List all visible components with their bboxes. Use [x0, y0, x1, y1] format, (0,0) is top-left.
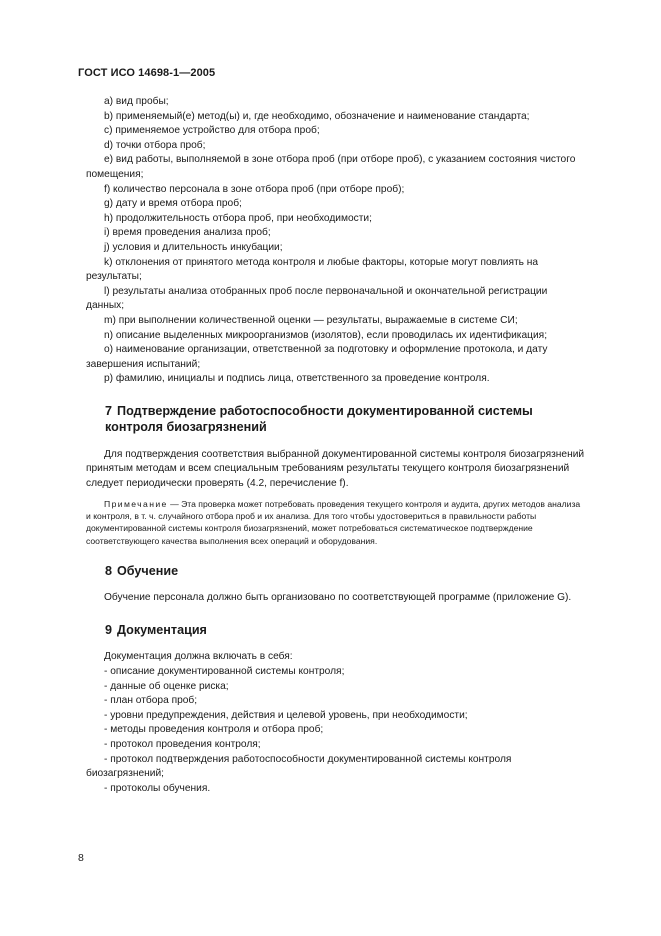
list-item: j) условия и длительность инкубации; [104, 241, 283, 253]
list-item: - протокол проведения контроля; [104, 739, 261, 750]
list-item: f) количество персонала в зоне отбора проб (при отборе проб); [104, 183, 405, 195]
section-title-continuation: контроля биозагрязнений [105, 420, 267, 435]
section-7-paragraph: Для подтверждения соответствия выбранной документированной системы контроля биозагрязнений принятым методам и всем специальным требованиям результаты текущего контроля биозагрязнений следует периодически проверять (4.2, перечисление f). [86, 448, 585, 490]
section-title: Документация [117, 622, 207, 637]
list-item: - описание документированной системы контроля; [104, 666, 345, 678]
section-7-heading [86, 403, 586, 436]
page-content [86, 95, 586, 796]
section-title: Обучение [117, 563, 179, 578]
list-item: e) вид работы, выполняемой в зоне отбора проб (при отборе проб), с указанием состояния чистого помещения; [86, 154, 576, 180]
list-item: m) при выполнении количественной оценки — результаты, выражаемые в системе СИ; [104, 314, 518, 326]
section-number: 7 [105, 403, 113, 418]
list-item: i) время проведения анализа проб; [104, 227, 271, 239]
page-number: 8 [78, 852, 84, 864]
list-item: h) продолжительность отбора проб, при необходимости; [104, 212, 372, 224]
note-text: — Эта проверка может потребовать проведения текущего контроля и аудита, других методов анализа и контроля, в т. ч. случайного отбора проб и их анализа. Для того чтобы удостовериться в правильности работы документированной системы контроля биозагрязнений, может потребоваться систематическое подтверждение соответствующего качества выполнения всех операций и оборудования. [86, 498, 581, 546]
list-item: l) результаты анализа отобранных проб после первоначальной и окончательной регистрации данных; [86, 285, 548, 312]
section-9-heading [86, 622, 586, 639]
section-number: 9 [105, 622, 113, 637]
section-7-note [86, 498, 586, 547]
list-item: c) применяемое устройство для отбора проб; [104, 125, 320, 137]
list-item: a) вид пробы; [104, 96, 169, 107]
list-item: o) наименование организации, ответственной за подготовку и оформление протокола, и дату завершения испытаний; [86, 344, 548, 370]
list-item: b) применяемый(е) метод(ы) и, где необходимо, обозначение и наименование стандарта; [104, 110, 530, 122]
section-title: Подтверждение работоспособности документированной системы [117, 403, 533, 418]
list-item: g) дату и время отбора проб; [104, 198, 242, 210]
section-8-heading [86, 563, 586, 580]
list-item: - методы проведения контроля и отбора проб; [104, 724, 324, 736]
report-contents-list [86, 95, 586, 387]
list-item: - план отбора проб; [104, 695, 198, 707]
documentation-list [86, 665, 586, 796]
note-label: Примечание [104, 498, 168, 509]
list-item: - уровни предупреждения, действия и целевой уровень, при необходимости; [104, 709, 468, 721]
list-item: - данные об оценке риска; [104, 680, 229, 692]
standard-code-header: ГОСТ ИСО 14698-1—2005 [78, 67, 216, 79]
section-number: 8 [105, 563, 113, 578]
section-9-intro: Документация должна включать в себя: [104, 651, 293, 663]
list-item: d) точки отбора проб; [104, 139, 206, 151]
list-item: - протоколы обучения. [104, 782, 211, 794]
list-item: k) отклонения от принятого метода контроля и любые факторы, которые могут повлиять на результаты; [86, 256, 539, 283]
list-item: p) фамилию, инициалы и подпись лица, ответственного за проведение контроля. [104, 373, 490, 385]
list-item: n) описание выделенных микроорганизмов (изолятов), если проводилась их идентификация; [104, 329, 548, 341]
list-item: - протокол подтверждения работоспособности документированной системы контроля биозагрязнений; [86, 753, 512, 780]
section-8-paragraph: Обучение персонала должно быть организовано по соответствующей программе (приложение G). [104, 592, 572, 604]
